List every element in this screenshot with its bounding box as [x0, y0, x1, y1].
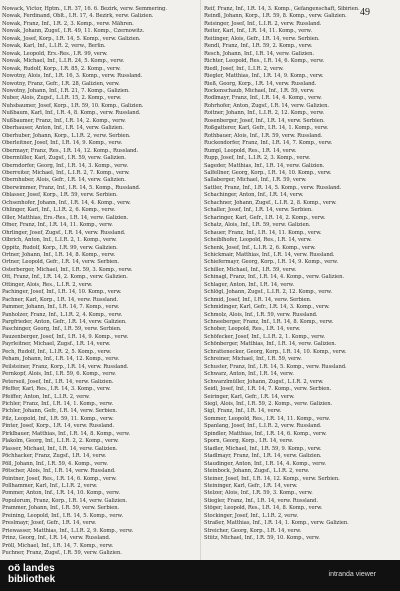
entry-line: Rumpl, Leopold, Res., I.R. 14, verw. — [204, 147, 297, 154]
entry-line: Pröll, Michael, Inf., I.R. 14, 7. Komp., verw. — [2, 542, 114, 549]
entry-line: Stelzer, Alois, Inf., I.R. 59, 3. Komp., verw. — [204, 490, 313, 497]
entry-line: Richter, Leopold, Res., I.R. 14, 6. Komp., verw. — [204, 58, 325, 65]
entry-line: Seiringer, Karl, Gefr., I.R. 14, verw. — [204, 393, 295, 400]
entry-line: Reif, Franz, Inf., I.R. 14, 3. Komp., Gefangenschaft, Sibirien. — [204, 6, 360, 12]
entry-line: Ruckendorfer, Franz, Inf., I.R. 14, 7. Komp., verw. — [204, 140, 333, 147]
entry-line: Ochsenhofer, Johann, Inf., I.R. 14, 4. Komp., verw. — [2, 199, 131, 206]
entry-line: Salfellner, Georg, Korp., I.R. 14, 10. Komp., verw. — [204, 169, 332, 176]
entry-line: Öller, Matthias, Ers.-Res., I.R. 14, verw. Galizien. — [2, 214, 129, 221]
entry-line: Nowak, Leopold, Ers.-Res., I.R. 99, verw. — [2, 50, 108, 57]
entry-line: Oberreiter, Michael, Inf., L.I.R. 2, 7. Komp., verw. — [2, 169, 130, 176]
entry-line: Pfeiffer, Anton, Inf., L.I.R. 2, verw. — [2, 393, 90, 400]
entry-line: Steinbock, Johann, Zugsf., L.I.R. 2, verw. — [204, 468, 310, 475]
entry-line: Pernkopf, Alois, Inf., I.R. 59, 6. Komp., verw. — [2, 371, 117, 378]
entry-line: Nowack, Victor, Hptm., I.R. 37, 16. 6. Bezirk, verw. Semmering. — [2, 6, 167, 12]
entry-line: Schönberger, Matthias, Inf., I.R. 14, verw. Galizien. — [204, 341, 337, 348]
entry-line: Nowotny, Alois, Inf., I.R. 16, 3. Komp., verw. Russland. — [2, 73, 143, 80]
entry-line: Stütz, Michael, Inf., I.R. 59, 10. Komp., verw. — [204, 535, 320, 542]
entry-line: Spanlang, Josef, Inf., L.I.R. 2, verw. Russland. — [204, 423, 322, 430]
entry-line: Peterseil, Josef, Inf., I.R. 14, verw. Galizien. — [2, 378, 114, 385]
entry-line: Sallaberger, Michael, Inf., I.R. 59, verw. — [204, 177, 307, 184]
entry-line: Pinter, Josef, Korp., I.R. 14, verw. Russland. — [2, 423, 115, 430]
entry-line: Nowotny, Franz, Gefr., I.R. 28, Galizien, verw. — [2, 80, 120, 87]
entry-line: Obermayr, Franz, Res., I.R. 14, 12. Komp., Russland. — [2, 147, 139, 154]
entry-line: Nuhsbaumer, Josef, Korp., I.R. 59, 10. Komp., Galizien. — [2, 102, 144, 109]
entry-line: Pöll, Johann, Inf., I.R. 59, 4. Komp., verw. — [2, 460, 108, 467]
entry-line: Pichler, Franz, Inf., I.R. 14, 1. Komp., verw. — [2, 401, 114, 408]
entry-line: Schlögl, Johann, Zugsf., L.I.R. 2, 12. Komp., verw. — [204, 289, 333, 296]
entry-line: Pachinger, Josef, Inf., I.R. 14, 10. Komp., verw. — [2, 289, 122, 296]
entry-line: Pauzenberger, Josef, Inf., I.R. 14, 9. Komp., verw. — [2, 333, 129, 340]
entry-line: Pommer, Anton, Inf., I.R. 14, 10. Komp., verw. — [2, 490, 120, 497]
entry-line: Pötscher, Alois, Inf., I.R. 14, verw. Russland. — [2, 468, 116, 475]
entry-line: Reindl, Johann, Korp., I.R. 59, 8. Komp., verw. Galizien. — [204, 13, 347, 20]
page-number: 49 — [360, 7, 370, 18]
entry-line: Staudinger, Anton, Inf., I.R. 14, 4. Komp., verw. — [204, 460, 326, 467]
entry-line: Schwarzlmüller, Johann, Zugsf., L.I.R. 2, verw. — [204, 378, 324, 385]
entry-line: Nowak, Michael, Inf., L.I.R. 24, 5. Komp., verw. — [2, 58, 125, 65]
column-gutter — [200, 0, 201, 560]
entry-line: Pollhammer, Karl, Inf., L.I.R. 2, verw. — [2, 483, 98, 489]
entry-line: Reisinger, Josef, Inf., L.I.R. 2, verw. Russland. — [204, 20, 322, 27]
entry-line: Schober, Leopold, Res., I.R. 14, verw. — [204, 326, 301, 333]
entry-line: Reiter, Karl, Inf., I.R. 14, 11. Komp., verw. — [204, 28, 312, 35]
entry-line: Plasser, Michael, Inf., I.R. 14, verw. Galizien. — [2, 445, 118, 452]
entry-line: Sommer, Leopold, Res., I.R. 14, 11. Komp., verw. — [204, 415, 331, 422]
entry-line: Nowak, Rudolf, Korp., I.R. 85, 2. Komp., verw. — [2, 65, 121, 72]
entry-line: Rothbauer, Alois, Inf., I.R. 59, verw. Russland. — [204, 132, 323, 139]
entry-line: Schatz, Alois, Inf., I.R. 59, verw. Galizien. — [204, 222, 311, 229]
entry-line: Oberleitner, Josef, Inf., I.R. 14, 9. Komp., verw. — [2, 140, 123, 147]
entry-line: Roitner, Johann, Inf., L.I.R. 2, 12. Komp., verw. — [204, 110, 325, 117]
entry-line: Payrleitner, Michael, Zugsf., I.R. 14, verw. — [2, 341, 111, 348]
entry-line: Ofner, Franz, Inf., I.R. 14, 11. Komp., verw. — [2, 222, 113, 229]
entry-line: Scharinger, Karl, Gefr., I.R. 14, 2. Komp., verw. — [204, 214, 326, 221]
entry-line: Pirklbauer, Matthias, Inf., I.R. 14, 8. Komp., verw. — [2, 430, 130, 437]
viewer-label: intranda viewer — [328, 571, 376, 578]
entry-line: Pfeffer, Karl, Res., I.R. 14, 3. Komp., verw. — [2, 386, 111, 393]
entry-line: Scheiblhofer, Leopold, Res., I.R. 14, verw. — [204, 237, 312, 244]
entry-line: Nowak, Ferdinand, Oblt., I.R. 17, 4. Bezirk, verw. Galizien. — [2, 13, 154, 20]
entry-line: Schmid, Josef, Inf., I.R. 14, verw. Serbien. — [204, 296, 312, 303]
entry-line: Oberhauser, Anton, Inf., I.R. 14, verw. Galizien. — [2, 125, 124, 132]
entry-line: Peilsteiner, Franz, Korp., I.R. 14, verw. Russland. — [2, 363, 129, 370]
entry-line: Oberwimmer, Franz, Inf., I.R. 14, 5. Komp., Russland. — [2, 184, 141, 191]
entry-line: Nuber, Alois, Zugsf., L.I.R. 15, 2. Komp., verw. — [2, 95, 122, 102]
library-logo — [8, 563, 78, 585]
entry-line: Pointner, Josef, Res., I.R. 14, 6. Komp., verw. — [2, 475, 117, 482]
entry-line: Rieß, Georg, Korp., I.R. 14, verw. Russland. — [204, 80, 317, 87]
entry-line: Rodlmayr, Franz, Inf., I.R. 14, 4. Komp., verw. — [204, 95, 322, 102]
entry-line: Stadler, Michael, Inf., I.R. 59, 9. Komp., verw. — [204, 445, 322, 452]
entry-line: Schrattenecker, Georg, Korp., I.R. 14, 10. Komp., verw. — [204, 348, 347, 355]
entry-line: Obernhuber, Alois, Gefr., I.R. 14, verw. Galizien. — [2, 177, 126, 184]
entry-line: Öhlinger, Karl, Inf., L.I.R. 2, 6. Komp., verw. — [2, 207, 116, 214]
entry-line: Nowak, Karl, Inf., L.I.R. 2, verw., Berlin. — [2, 43, 106, 50]
entry-line: Plakolm, Georg, Inf., L.I.R. 2, 2. Komp., verw. — [2, 438, 119, 445]
entry-line: Rockenschaub, Michael, Inf., I.R. 59, verw. — [204, 87, 315, 94]
entry-line: Schickmair, Matthias, Inf., I.R. 14, verw. Russland. — [204, 251, 335, 258]
entry-line: Rupp, Josef, Inf., L.I.R. 2, 3. Komp., verw. — [204, 155, 311, 162]
entry-line: Nußbaum, Karl, Inf., I.R. 4, 8. Komp., verw. Russland. — [2, 110, 141, 117]
entry-line: Schöfecker, Josef, Inf., L.I.R. 2, 1. Komp., verw. — [204, 333, 325, 340]
entry-line: Steiner, Josef, Inf., I.R. 14, 12. Komp., verw. Serbien. — [204, 475, 340, 482]
entry-line: Pachner, Karl, Korp., I.R. 14, verw. Russland. — [2, 296, 118, 303]
entry-line: Schlager, Anton, Inf., I.R. 14, verw. — [204, 281, 295, 288]
entry-line: Stadlmayr, Franz, Inf., I.R. 14, verw. Galizien. — [204, 453, 322, 460]
entry-line: Schiller, Michael, Inf., I.R. 59, verw. — [204, 266, 297, 273]
entry-line: Schneeberger, Franz, Inf., I.R. 14, 8. Komp., verw. — [204, 319, 334, 326]
entry-line: Schuster, Franz, Inf., I.R. 14, 5. Komp., verw. Russland. — [204, 363, 347, 370]
entry-line: Stöger, Leopold, Res., I.R. 14, 8. Komp., verw. — [204, 505, 323, 512]
entry-line: Preining, Leopold, Inf., I.R. 14, 5. Komp., verw. — [2, 512, 124, 519]
logo-line2: bibliothek — [8, 574, 56, 585]
entry-line: Osterberger, Michael, Inf., I.R. 59, 3. Komp., verw. — [2, 266, 133, 273]
entry-line: Sageder, Matthias, Inf., I.R. 14, verw. Galizien. — [204, 162, 325, 169]
entry-line: Schachinger, Anton, Inf., I.R. 14, verw. — [204, 192, 304, 199]
entry-line: Pammer, Johann, Inf., I.R. 14, 7. Komp., verw. — [2, 304, 120, 311]
entry-line: Schenk, Josef, Inf., L.I.R. 2, 6. Komp., verw. — [204, 244, 316, 251]
entry-line: Nowak, Franz, Inf., I.R. 2, 3. Komp., verw. Mähren. — [2, 20, 134, 27]
entry-line: Priewasser, Matthias, Inf., L.I.R. 2, 9. Komp., verw. — [2, 527, 134, 534]
entry-line: Nowotny, Johann, Inf., I.R. 21, 7. Komp., Galizien. — [2, 87, 130, 94]
entry-line: Peham, Johann, Inf., I.R. 14, 12. Komp., verw. — [2, 356, 120, 363]
entry-line: Preslmayr, Josef, Gefr., I.R. 14, verw. — [2, 520, 97, 527]
entry-line: Nowak, Johann, Zugsf., I.R. 49, 11. Komp., Czernowitz. — [2, 28, 145, 35]
entry-line: Rohrhofer, Anton, Zugsf., I.R. 14, verw. Galizien. — [204, 102, 329, 109]
entry-line: Paschinger, Georg, Inf., I.R. 59, verw. Serbien. — [2, 326, 122, 333]
entry-line: Pöchhacker, Franz, Zugsf., I.R. 14, verw. — [2, 453, 107, 460]
right-column — [204, 6, 390, 556]
entry-line: Obermüller, Karl, Zugsf., I.R. 59, verw. Galizien. — [2, 155, 126, 162]
entry-line: Sattler, Franz, Inf., I.R. 14, 5. Komp., verw. Russland. — [204, 184, 342, 191]
entry-line: Ortner, Johann, Inf., I.R. 14, 8. Komp., verw. — [2, 251, 116, 258]
entry-line: Olbrich, Anton, Inf., L.I.R. 2, 1. Komp., verw. — [2, 237, 117, 244]
entry-line: Prinz, Georg, Inf., I.R. 14, verw. Russland. — [2, 535, 111, 542]
entry-line: Steininger, Karl, Gefr., I.R. 14, verw. — [204, 483, 298, 489]
entry-line: Nußbaumer, Franz, Inf., I.R. 14, 2. Komp., verw. — [2, 117, 126, 124]
entry-line: Puchner, Franz, Zugsf., I.R. 59, verw. Galizien. — [2, 550, 122, 556]
entry-line: Nowak, Josef, Korp., I.R. 14, 5. Komp., verw. Galizien. — [2, 35, 141, 42]
entry-line: Ott, Franz, Inf., I.R. 14, 2. Komp., verw. Galizien. — [2, 274, 128, 281]
entry-line: Oberhuber, Johann, Korp., L.I.R. 2, verw. Serbien. — [2, 132, 131, 139]
entry-line: Rendl, Franz, Inf., I.R. 59, 2. Komp., verw. — [204, 43, 313, 50]
entry-line: Schwarz, Anton, Inf., I.R. 14, verw. — [204, 371, 294, 378]
entry-line: Schinagl, Franz, Inf., I.R. 14, 4. Komp., verw. Galizien. — [204, 274, 344, 281]
left-column — [2, 6, 192, 556]
entry-line: Pilz, Leopold, Inf., I.R. 59, 11. Komp., verw. — [2, 415, 114, 422]
entry-line: Schmidinger, Karl, Gefr., I.R. 14, 3. Komp., verw. — [204, 304, 330, 311]
entry-line: Schreiner, Michael, Inf., I.R. 59, verw. — [204, 356, 302, 363]
entry-line: Seidl, Josef, Inf., I.R. 14, 7. Komp., verw. Serbien. — [204, 386, 332, 393]
entry-line: Pech, Rudolf, Inf., L.I.R. 2, 5. Komp., verw. — [2, 348, 112, 355]
entry-line: Schaller, Josef, Inf., I.R. 14, verw. Serbien. — [204, 207, 313, 214]
entry-line: Ottinger, Alois, Res., L.I.R. 2, verw. — [2, 281, 93, 288]
entry-line: Stockinger, Josef, Inf., L.I.R. 2, verw. — [204, 512, 298, 519]
entry-line: Sporn, Georg, Korp., I.R. 14, verw. — [204, 438, 294, 445]
entry-line: Reitinger, Alois, Gefr., I.R. 14, verw. Serbien. — [204, 35, 320, 42]
entry-line: Populorum, Franz, Korp., I.R. 14, verw. Galizien. — [2, 497, 127, 504]
entry-line: Oppitz, Rudolf, Korp., I.R. 99, verw. Galizien. — [2, 244, 118, 251]
entry-line: Schauer, Franz, Inf., I.R. 14, 11. Komp., verw. — [204, 229, 322, 236]
entry-line: Panholzer, Franz, Inf., L.I.R. 2, 4. Komp., verw. — [2, 311, 123, 318]
entry-line: Spindler, Matthias, Inf., I.R. 14, 6. Komp., verw. — [204, 430, 327, 437]
entry-line: Roßgatterer, Karl, Gefr., I.R. 14, 1. Komp., verw. — [204, 125, 329, 132]
entry-line: Streicher, Georg, Korp., I.R. 14, verw. — [204, 527, 302, 534]
entry-line: Schachner, Johann, Zugsf., L.I.R. 2, 8. Komp., verw. — [204, 199, 337, 206]
entry-line: Ortner, Leopold, Gefr., I.R. 14, verw. Serbien. — [2, 259, 119, 266]
logo-line1: oö landes — [8, 563, 55, 574]
entry-line: Oberndorfer, Georg, Inf., I.R. 14, 3. Komp., verw. — [2, 162, 128, 169]
entry-line: Pargfrieder, Anton, Gefr., I.R. 14, verw. Galizien. — [2, 319, 127, 326]
entry-line: Pichler, Johann, Gefr., I.R. 14, verw. Serbien. — [2, 408, 118, 415]
entry-line: Schmolz, Alois, Inf., I.R. 59, verw. Russland. — [204, 311, 318, 318]
entry-line: Straßer, Matthias, Inf., I.R. 14, 1. Komp., verw. Galizien. — [204, 520, 349, 527]
entry-line: Riegler, Matthias, Inf., I.R. 14, 9. Komp., verw. — [204, 73, 324, 80]
entry-line: Stiegler, Franz, Inf., I.R. 14, verw. Russland. — [204, 497, 318, 504]
entry-line: Siegl, Alois, Inf., I.R. 59, 2. Komp., verw. Galizien. — [204, 401, 333, 408]
entry-line: Schiefermayr, Georg, Korp., I.R. 14, 9. Komp., verw. — [204, 259, 338, 266]
entry-line: Oblasser, Josef, Korp., I.R. 59, verw. Serbien. — [2, 192, 118, 199]
entry-line: Riedl, Josef, Inf., L.I.R. 2, verw. — [204, 65, 284, 72]
entry-line: Sigl, Franz, Inf., I.R. 14, verw. — [204, 408, 282, 415]
entry-line: Rosenberger, Josef, Inf., I.R. 14, verw. Serbien. — [204, 117, 325, 124]
entry-line: Resch, Johann, Inf., I.R. 14, verw. Galizien. — [204, 50, 315, 57]
entry-line: Prammer, Johann, Inf., I.R. 59, verw. Serbien. — [2, 505, 120, 512]
entry-line: Ohrlinger, Josef, Zugsf., I.R. 14, verw. Russland. — [2, 229, 126, 236]
